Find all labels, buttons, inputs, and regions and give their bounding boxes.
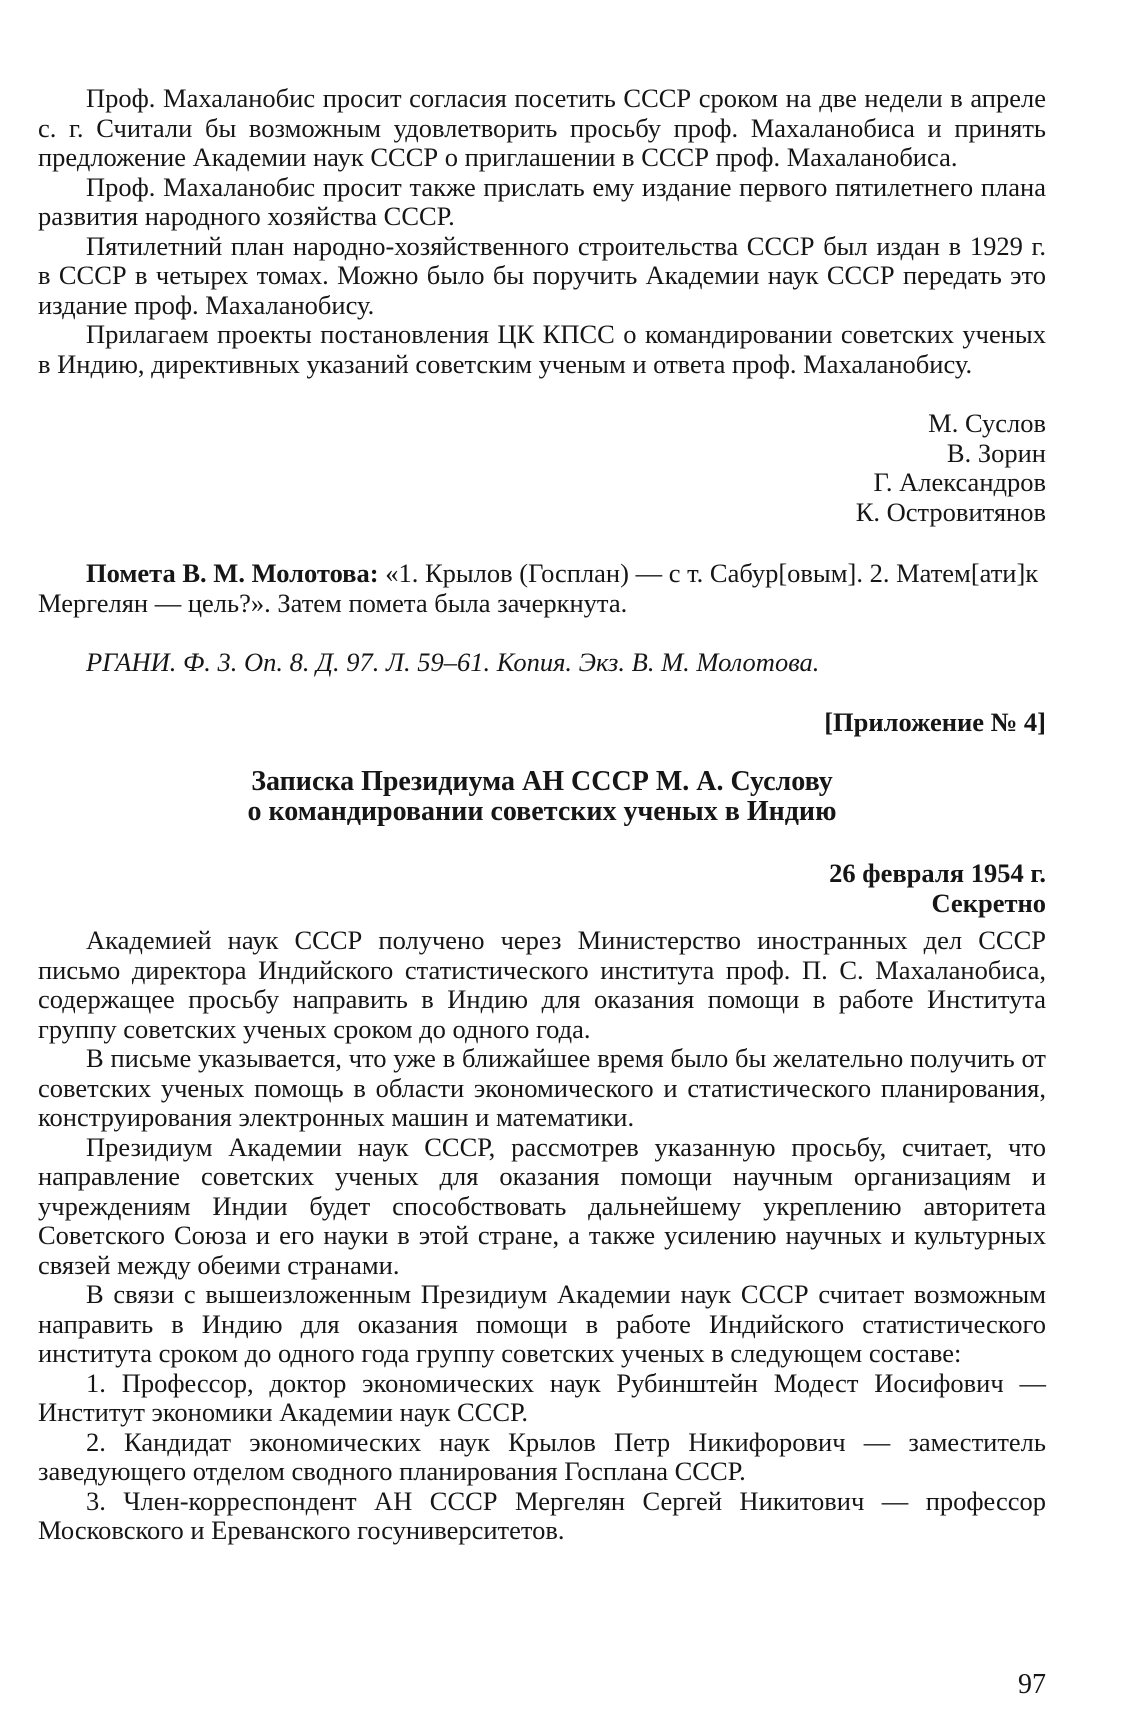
body-paragraph: Академией наук СССР получено через Министерство иностранных дел СССР письмо директора Индийского статистического института проф. П. С. Махаланобиса, содержащее просьбу направить в Индию для оказания помощи в работе Института группу советских ученых сроком до одного года. xyxy=(38,925,1046,1044)
list-item-krylov: 2. Кандидат экономических наук Крылов Петр Никифорович — заместитель заведующего отделом сводного планирования Госплана СССР. xyxy=(38,1426,1046,1486)
molotov-mark-label: Помета В. М. Молотова: xyxy=(86,558,379,588)
intro-paragraph: Проф. Махаланобис просит также прислать ему издание первого пятилетнего плана развития народного хозяйства СССР. xyxy=(38,171,1046,231)
classification: Секретно xyxy=(931,887,1046,918)
list-item-rubinshtein: 1. Профессор, доктор экономических наук Рубинштейн Модест Иосифович — Институт экономики Академии наук СССР. xyxy=(38,1367,1046,1427)
intro-paragraph: Пятилетний план народно-хозяйственного строительства СССР был издан в 1929 г. в СССР в четырех томах. Можно было бы поручить Академии наук СССР передать это издание проф. Махаланобису. xyxy=(38,230,1046,320)
intro-paragraph: Прилагаем проекты постановления ЦК КПСС о командировании советских ученых в Индию, директивных указаний советским ученым и ответа проф. Махаланобису. xyxy=(38,319,1046,379)
title-line-2: о командировании советских ученых в Индию xyxy=(247,796,837,827)
intro-paragraph: Проф. Махаланобис просит согласия посетить СССР сроком на две недели в апреле с. г. Считали бы возможным удовлетворить просьбу проф. Махаланобиса и принять предложение Академии наук СССР о приглашении в СССР проф. Махаланобиса. xyxy=(38,83,1046,172)
page-number: 97 xyxy=(1018,1669,1046,1700)
body-paragraph: В связи с вышеизложенным Президиум Академии наук СССР считает возможным направить в Индию для оказания помощи в работе Индийского статистического института сроком до одного года группу советских ученых в следующем составе: xyxy=(38,1279,1046,1368)
title-line-1: Записка Президиума АН СССР М. А. Суслову xyxy=(251,766,833,797)
list-item-mergelyan: 3. Член-корреспондент АН СССР Мергелян Сергей Никитович — профессор Московского и Ереванского госуниверситетов. xyxy=(38,1485,1046,1545)
document-date: 26 февраля 1954 г. xyxy=(829,858,1046,888)
body-paragraph: Президиум Академии наук СССР, рассмотрев указанную просьбу, считает, что направление советских ученых для оказания помощи научным организациям и учреждениям Индии будет способствовать дальнейшему укреплению авторитета Советского Союза и его науки в этой стране, а также усилению научных и культурных связей между обеими странами. xyxy=(38,1131,1046,1280)
signature-block xyxy=(38,409,1046,527)
archive-source: РГАНИ. Ф. 3. Оп. 8. Д. 97. Л. 59–61. Копия. Экз. В. М. Молотова. xyxy=(86,647,820,677)
body-paragraph: В письме указывается, что уже в ближайшее время было бы желательно получить от советских ученых помощь в области экономического и статистического планирования, конструирования электронных машин и математики. xyxy=(38,1043,1046,1132)
signature-ostrovityanov: К. Островитянов xyxy=(855,496,1046,527)
molotov-mark xyxy=(38,559,1046,618)
document-title xyxy=(38,767,1046,827)
signature-suslov: М. Суслов xyxy=(928,408,1046,438)
date-block xyxy=(38,859,1046,918)
appendix-label: [Приложение № 4] xyxy=(824,706,1046,737)
signature-aleksandrov: Г. Александров xyxy=(873,467,1046,497)
document-page xyxy=(38,84,1046,1546)
signature-zorin: В. Зорин xyxy=(946,437,1046,468)
molotov-mark-text: «1. Крылов (Госплан) — с т. Сабур[овым]. 2. Матем[ати]к Мергелян — цель?». Затем помета была зачеркнута. xyxy=(38,558,1039,618)
